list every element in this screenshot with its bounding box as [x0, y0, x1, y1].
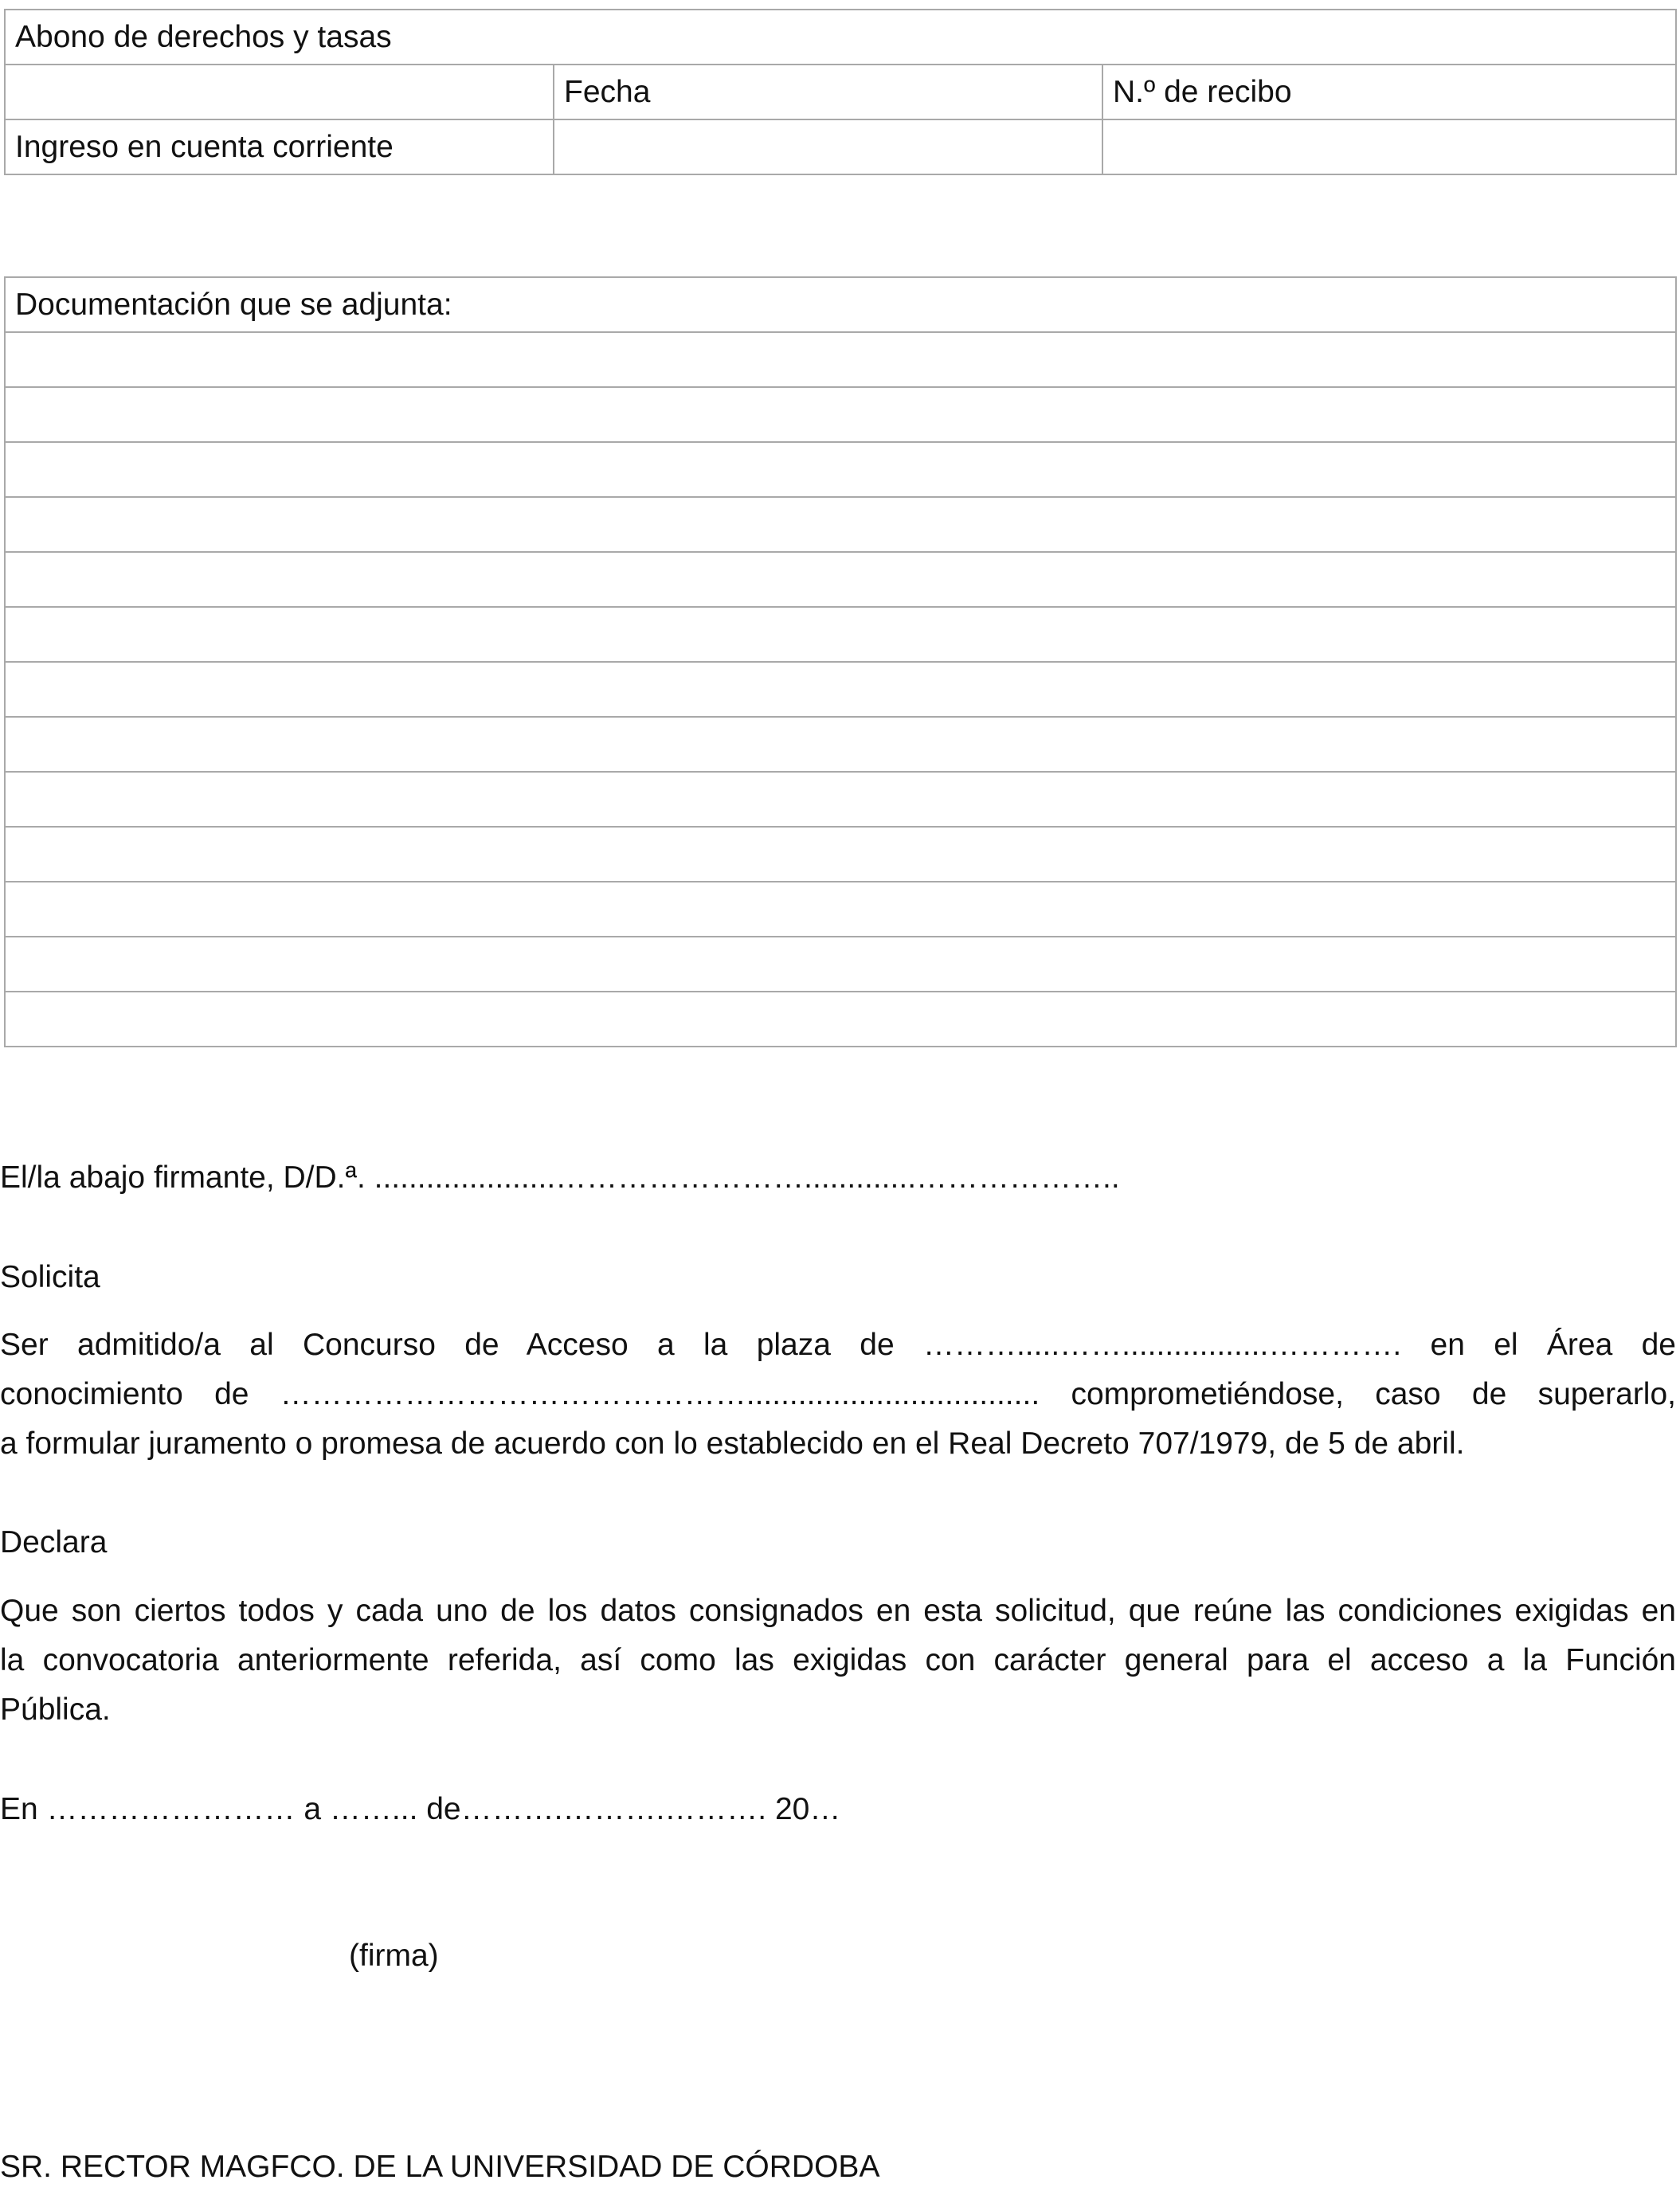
docs-entry-row	[5, 992, 1676, 1047]
docs-entry-row	[5, 497, 1676, 552]
addressee-line: SR. RECTOR MAGFCO. DE LA UNIVERSIDAD DE CÓRDOBA	[0, 2150, 880, 2184]
docs-entry-field[interactable]	[5, 937, 1676, 992]
fees-table	[4, 9, 1677, 175]
docs-entry-field[interactable]	[5, 552, 1676, 607]
fees-title-row	[5, 10, 1676, 65]
docs-entry-field[interactable]	[5, 607, 1676, 662]
fees-receipt-header: N.º de recibo	[1102, 65, 1676, 119]
declara-heading: Declara	[0, 1525, 108, 1559]
docs-entry-row	[5, 937, 1676, 992]
fees-header-blank	[5, 65, 554, 119]
docs-entry-row	[5, 387, 1676, 442]
docs-entry-field[interactable]	[5, 497, 1676, 552]
fees-payment-row	[5, 119, 1676, 174]
declara-paragraph	[0, 1587, 1676, 1735]
fees-payment-label: Ingreso en cuenta corriente	[5, 119, 554, 174]
docs-entry-field[interactable]	[5, 992, 1676, 1047]
solicita-line-2: conocimiento de ……………………………………….................................. comprometiéndose, caso de superarlo,	[0, 1377, 1676, 1411]
fees-date-field[interactable]	[554, 119, 1102, 174]
docs-entry-row	[5, 772, 1676, 827]
docs-entry-row	[5, 442, 1676, 497]
docs-entry-field[interactable]	[5, 717, 1676, 772]
docs-entry-field[interactable]	[5, 662, 1676, 717]
docs-entry-row	[5, 662, 1676, 717]
place-date-line: En …………………… a ……... de……….……….………. 20…	[0, 1792, 841, 1826]
docs-title: Documentación que se adjunta:	[5, 277, 1676, 332]
docs-title-row	[5, 277, 1676, 332]
docs-entry-row	[5, 827, 1676, 882]
solicita-paragraph	[0, 1321, 1676, 1469]
docs-entry-row	[5, 717, 1676, 772]
declara-line-1: Que son ciertos todos y cada uno de los datos consignados en esta solicitud, que reúne las condiciones exigidas en	[0, 1594, 1676, 1628]
solicita-heading: Solicita	[0, 1260, 100, 1294]
docs-entry-field[interactable]	[5, 827, 1676, 882]
docs-entry-row	[5, 552, 1676, 607]
fees-date-header: Fecha	[554, 65, 1102, 119]
docs-entry-field[interactable]	[5, 387, 1676, 442]
fees-receipt-field[interactable]	[1102, 119, 1676, 174]
signatory-line: El/la abajo firmante, D/D.ª. .....................…………………….............………………..	[0, 1160, 1120, 1195]
attached-documents-table	[4, 276, 1677, 1047]
docs-entry-field[interactable]	[5, 772, 1676, 827]
solicita-line-1: Ser admitido/a al Concurso de Acceso a la plaza de ……….....…….................…………. en el Área de	[0, 1328, 1676, 1362]
signature-label: (firma)	[349, 1939, 439, 1973]
docs-entry-field[interactable]	[5, 442, 1676, 497]
fees-header-row	[5, 65, 1676, 119]
docs-entry-field[interactable]	[5, 332, 1676, 387]
declara-line-2: la convocatoria anteriormente referida, así como las exigidas con carácter general para el acceso a la Función	[0, 1643, 1676, 1677]
docs-entry-row	[5, 882, 1676, 937]
declara-line-3: Pública.	[0, 1692, 111, 1727]
docs-entry-row	[5, 332, 1676, 387]
fees-title: Abono de derechos y tasas	[5, 10, 1676, 65]
docs-entry-field[interactable]	[5, 882, 1676, 937]
solicita-line-3: a formular juramento o promesa de acuerdo con lo establecido en el Real Decreto 707/1979, de 5 de abril.	[0, 1426, 1465, 1461]
docs-entry-row	[5, 607, 1676, 662]
